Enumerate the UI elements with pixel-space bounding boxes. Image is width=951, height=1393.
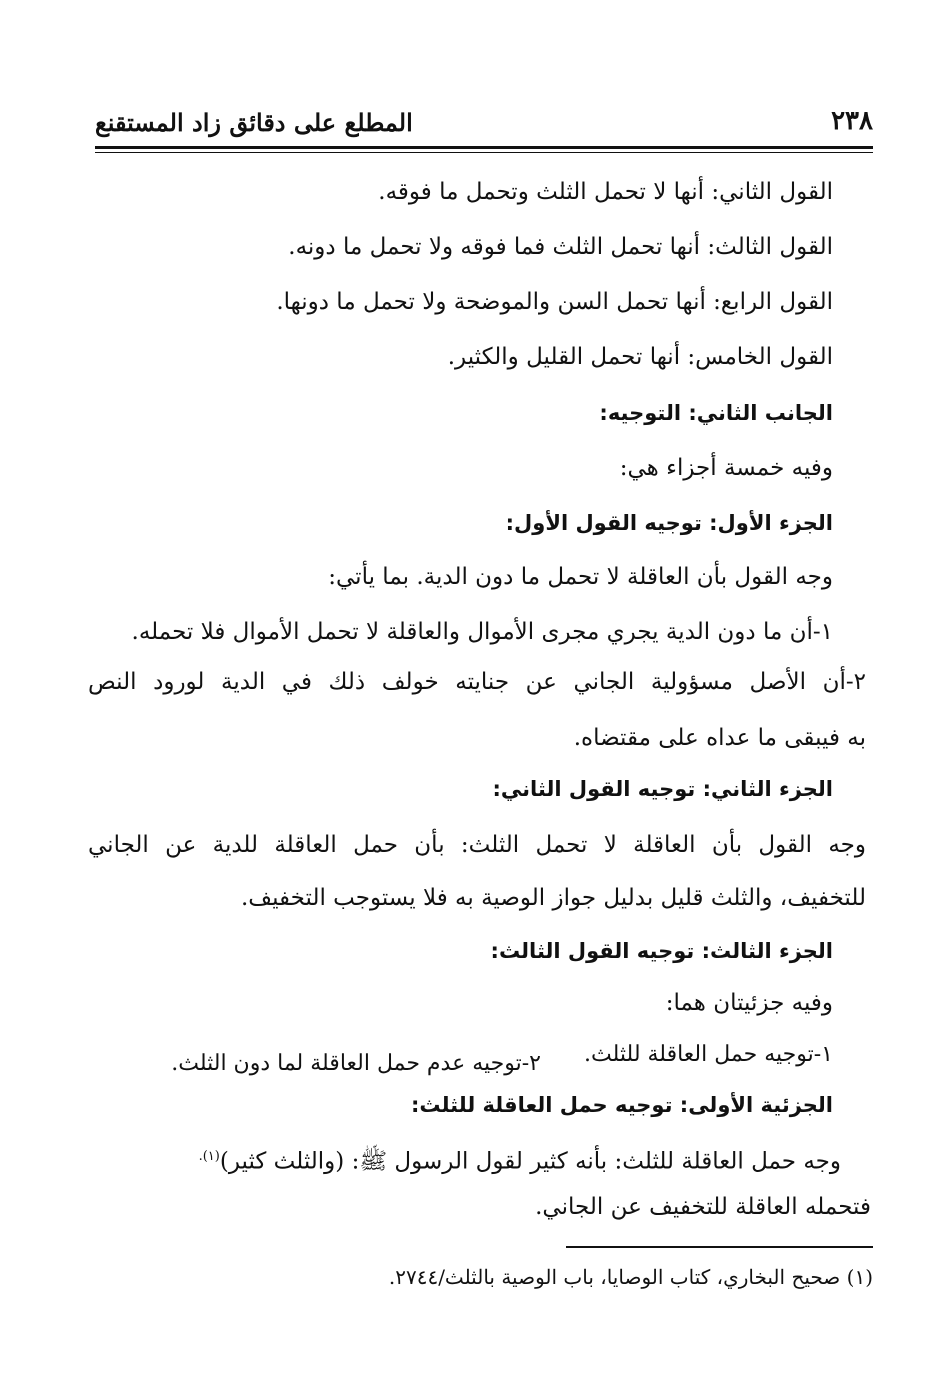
text-line: ٢-أن الأصل مسؤولية الجاني عن جنايته خولف ذلك في الدية لورود النص bbox=[88, 669, 866, 695]
text-line: وفيه جزئيتان هما: bbox=[665, 990, 833, 1016]
section-heading: الجانب الثاني: التوجيه: bbox=[599, 401, 833, 425]
page-header bbox=[95, 104, 873, 150]
text-line: فتحمله العاقلة للتخفيف عن الجاني. bbox=[535, 1194, 871, 1220]
text-line: به فيبقى ما عداه على مقتضاه. bbox=[573, 725, 866, 751]
text-line: القول الرابع: أنها تحمل السن والموضحة ولا تحمل ما دونها. bbox=[276, 289, 833, 315]
footnote-separator bbox=[566, 1246, 873, 1248]
section-heading: الجزء الثالث: توجيه القول الثالث: bbox=[490, 939, 833, 963]
text-line: ١-أن ما دون الدية يجري مجرى الأموال والعاقلة لا تحمل الأموال فلا تحمله. bbox=[131, 619, 833, 645]
section-heading: الجزئية الأولى: توجيه حمل العاقلة للثلث: bbox=[410, 1093, 833, 1117]
running-title: المطلع على دقائق زاد المستقنع bbox=[95, 108, 413, 137]
header-rule-thick bbox=[95, 146, 873, 149]
text-line: القول الخامس: أنها تحمل القليل والكثير. bbox=[447, 344, 833, 370]
header-rule-thin bbox=[95, 152, 873, 153]
text-line: وفيه خمسة أجزاء هي: bbox=[619, 455, 833, 481]
sub-item-2: ٢-توجيه عدم حمل العاقلة لما دون الثلث. bbox=[171, 1051, 541, 1076]
footnote: (١) صحيح البخاري، كتاب الوصايا، باب الوصية بالثلث/٢٧٤٤. bbox=[388, 1265, 873, 1289]
text-line: للتخفيف، والثلث قليل بدليل جواز الوصية به فلا يستوجب التخفيف. bbox=[240, 885, 866, 911]
text-line-with-footnote bbox=[199, 1141, 841, 1178]
section-heading: الجزء الثاني: توجيه القول الثاني: bbox=[492, 777, 833, 801]
text-line: وجه القول بأن العاقلة لا تحمل الثلث: بأن حمل العاقلة للدية عن الجاني bbox=[88, 832, 866, 858]
footnote-marker: (١). bbox=[198, 1149, 220, 1164]
text-span: وجه حمل العاقلة للثلث: بأنه كثير لقول الرسول ﷺ: (والثلث كثير) bbox=[219, 1148, 841, 1175]
text-line: القول الثالث: أنها تحمل الثلث فما فوقه ولا تحمل ما دونه. bbox=[288, 234, 833, 260]
page-number: ٢٣٨ bbox=[831, 106, 873, 136]
text-line: وجه القول بأن العاقلة لا تحمل ما دون الدية. بما يأتي: bbox=[328, 564, 833, 590]
text-line: القول الثاني: أنها لا تحمل الثلث وتحمل ما فوقه. bbox=[378, 179, 833, 205]
section-heading: الجزء الأول: توجيه القول الأول: bbox=[505, 511, 833, 535]
sub-item-1: ١-توجيه حمل العاقلة للثلث. bbox=[584, 1042, 833, 1067]
